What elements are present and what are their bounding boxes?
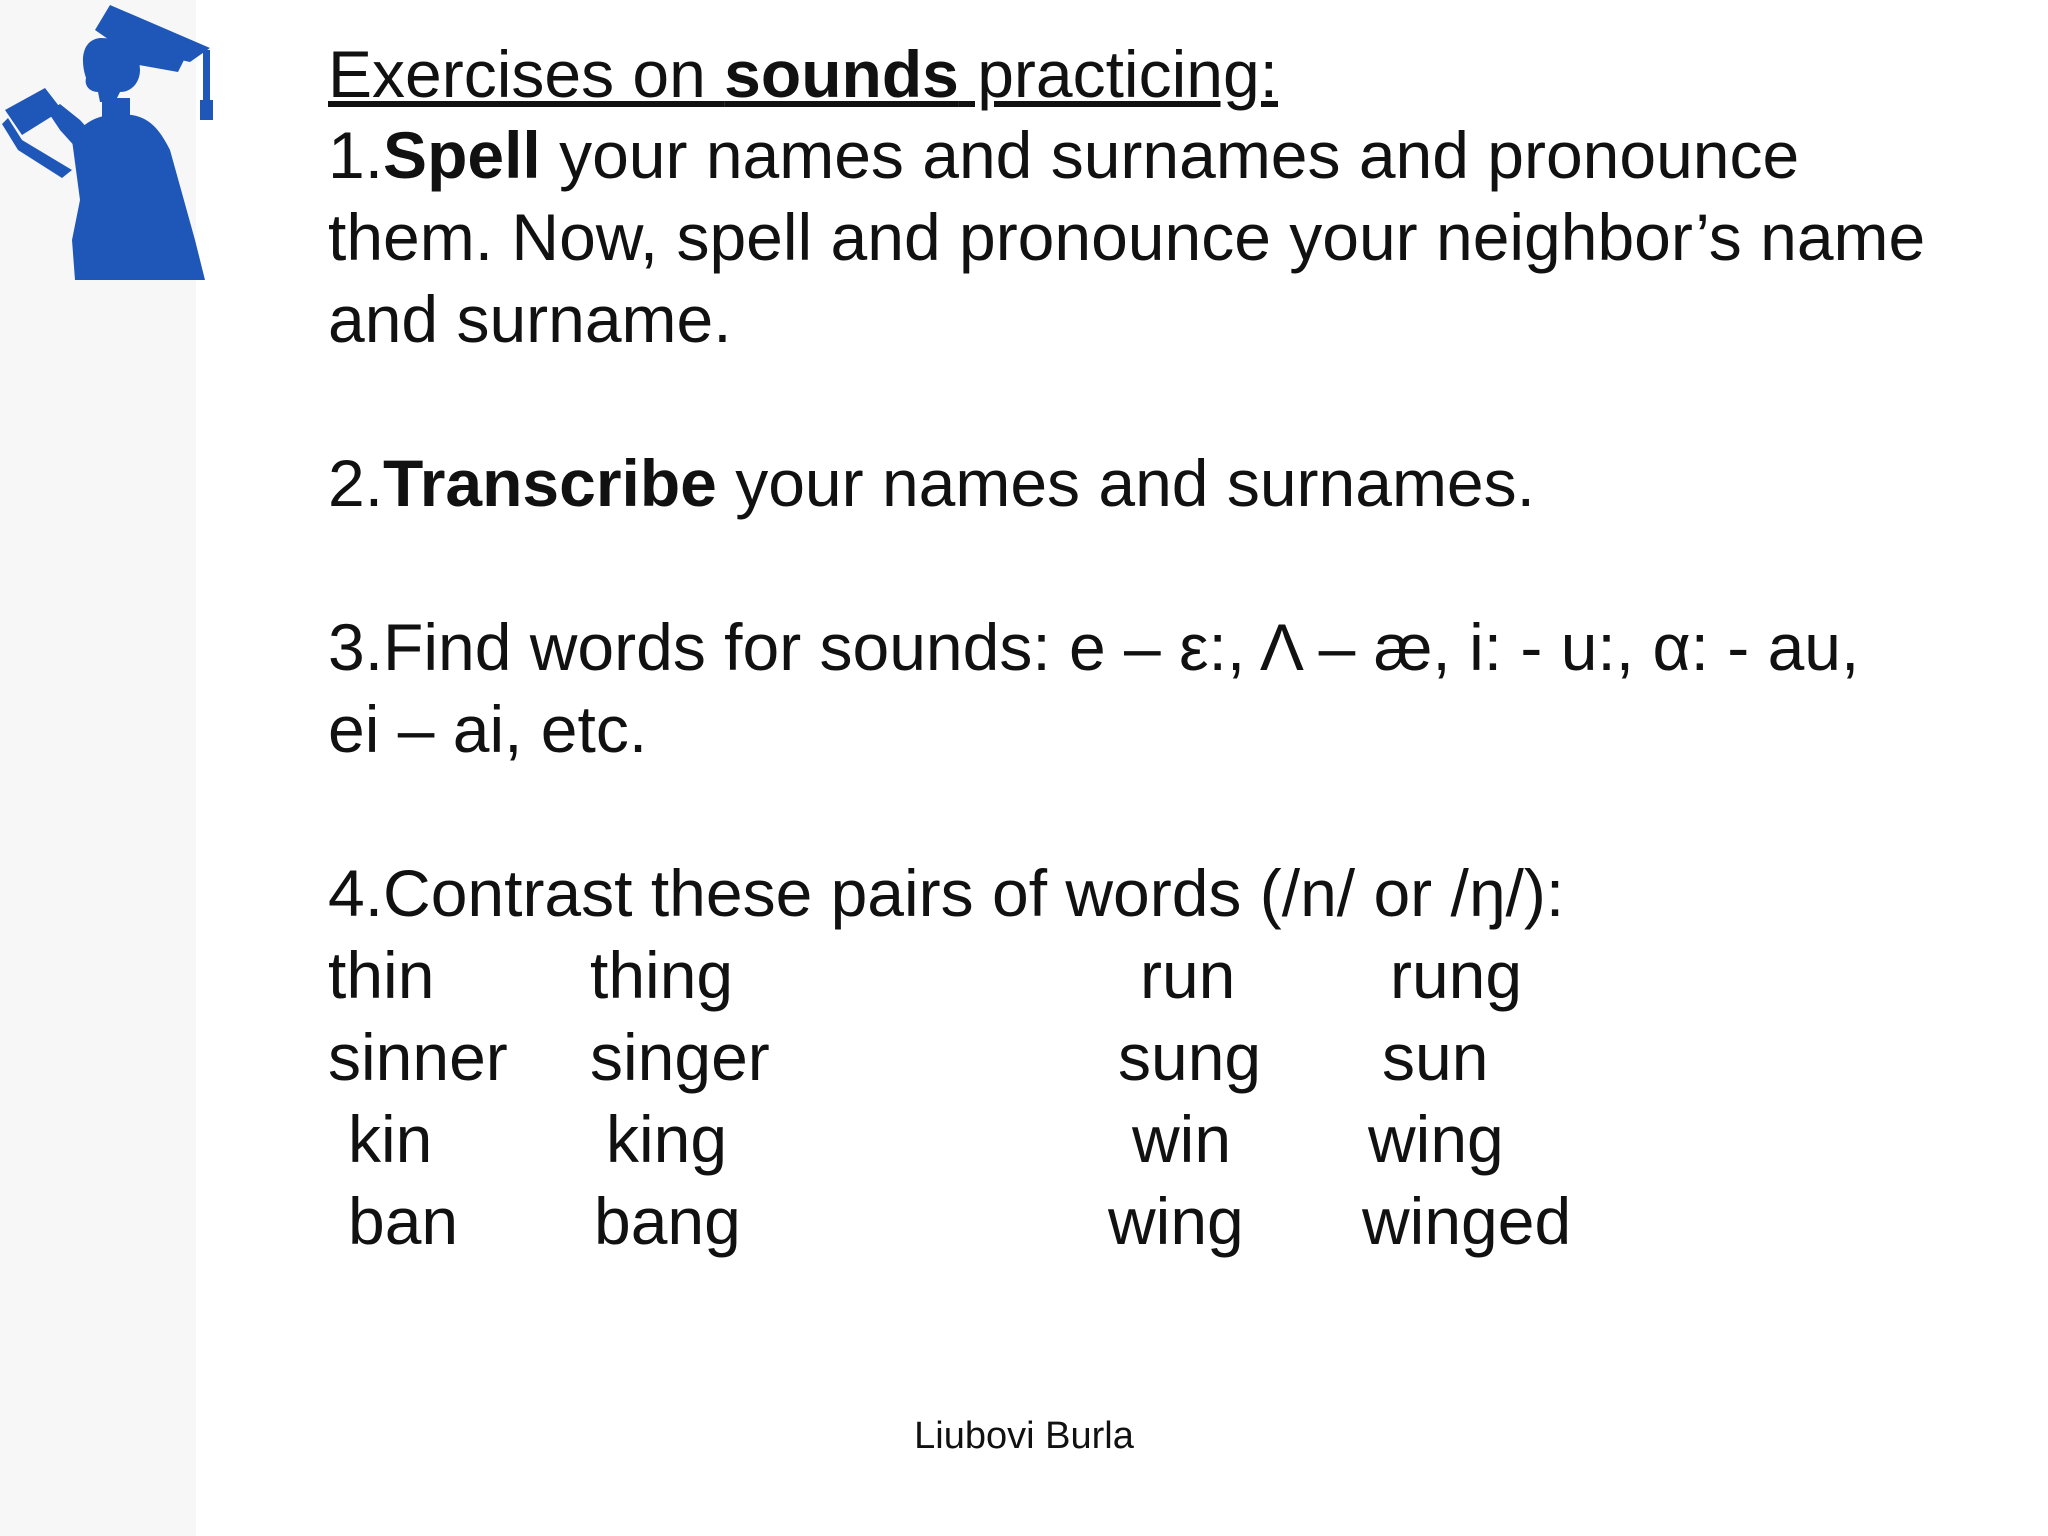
title-prefix: Exercises on [328,37,725,111]
word-pair-cell: kin [348,1102,433,1176]
word-pair-cell: sun [1382,1020,1489,1094]
exercise-4-heading: 4.Contrast these pairs of words (/n/ or /ŋ/): [328,856,1565,930]
exercise-1-line-2: them. Now, spell and pronounce your neighbor’s name [328,200,1926,274]
word-pair-cell: singer [590,1020,770,1094]
title-bold-word: sounds [724,37,959,111]
exercise-1-line-3: and surname. [328,282,732,356]
exercise-3-line-2: ei – ai, etc. [328,692,648,766]
exercise-1-line-1 [328,114,1799,196]
word-pair-cell: king [606,1102,728,1176]
exercise-2-number: 2. [328,446,384,520]
graduate-reading-book-icon [0,0,220,290]
word-pair-cell: win [1132,1102,1232,1176]
exercise-2-text: your names and surnames. [716,446,1535,520]
word-pair-cell: wing [1108,1184,1244,1258]
exercise-1-bold-verb: Spell [383,118,541,192]
slide-title [328,34,1278,114]
word-pair-cell: wing [1368,1102,1504,1176]
word-pair-cell: sung [1118,1020,1262,1094]
word-pair-cell: thin [328,938,435,1012]
exercise-2 [328,442,1535,524]
exercise-2-bold-verb: Transcribe [383,446,717,520]
footer-author: Liubovi Burla [914,1415,1134,1457]
word-pair-cell: bang [594,1184,741,1258]
exercise-1-line-1-text: your names and surnames and pronounce [540,118,1800,192]
exercise-3-line-1: 3.Find words for sounds: e – ε:, Λ – æ, i: - u:, α: - au, [328,610,1860,684]
word-pair-cell: winged [1362,1184,1572,1258]
word-pair-cell: run [1140,938,1236,1012]
word-pair-cell: rung [1390,938,1523,1012]
exercise-1-number: 1. [328,118,384,192]
title-suffix: practicing: [958,37,1278,111]
word-pair-cell: sinner [328,1020,508,1094]
word-pair-cell: thing [590,938,734,1012]
word-pair-cell: ban [348,1184,459,1258]
